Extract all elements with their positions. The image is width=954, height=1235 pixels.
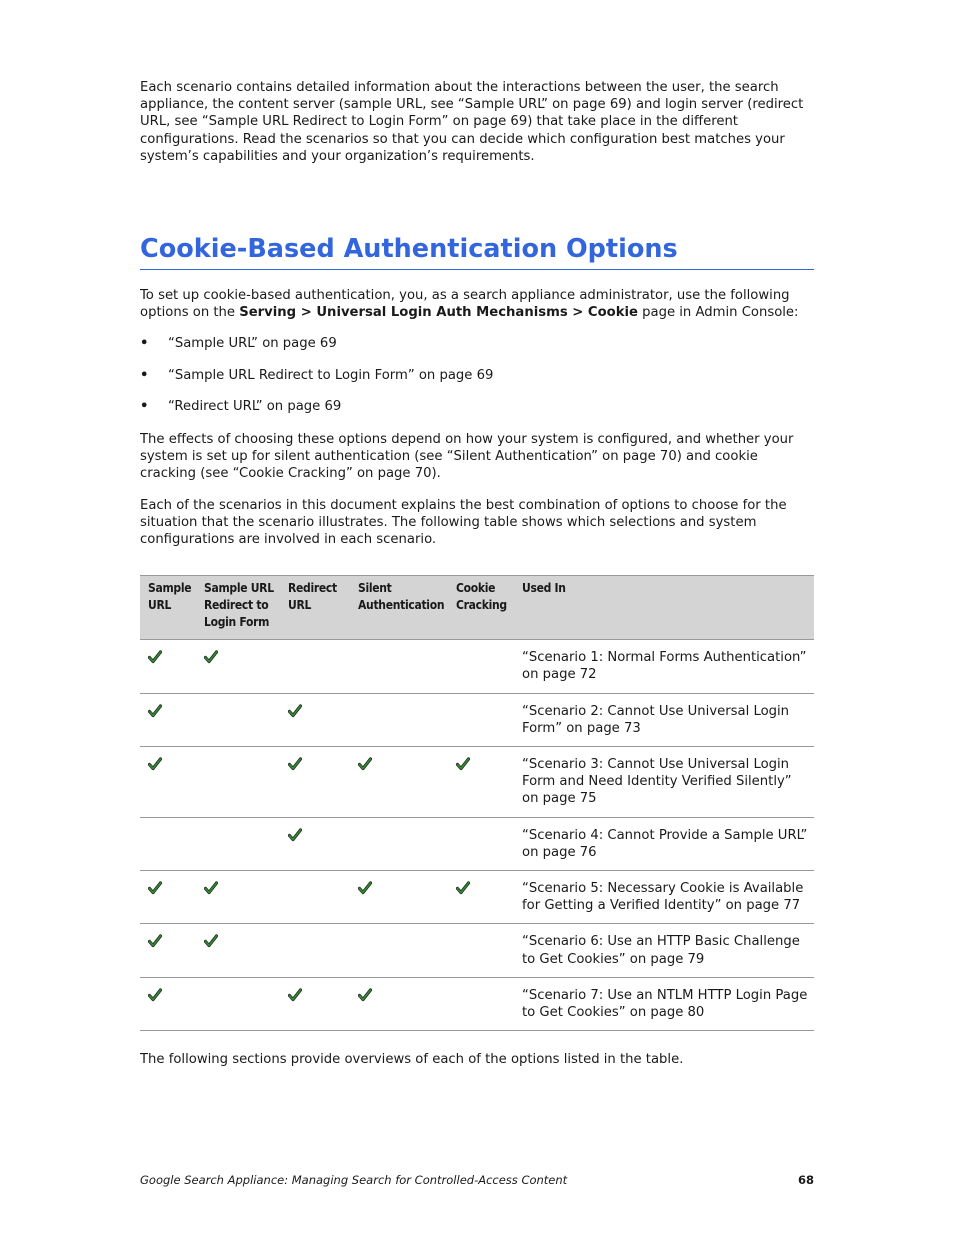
checkmark-icon <box>288 828 302 842</box>
setup-text-after: page in Admin Console: <box>637 305 799 321</box>
table-cell <box>350 924 448 977</box>
bullet: • <box>140 336 149 352</box>
checkmark-icon <box>288 988 302 1002</box>
header-used-in: Used In <box>518 576 814 640</box>
footer-title: Google Search Appliance: Managing Search for Controlled-Access Content <box>140 1173 568 1187</box>
checkmark-icon <box>358 988 372 1002</box>
intro-paragraph: Each scenario contains detailed information about the interactions between the user, the search appliance, the content server (sample URL, see “Sample URL” on page 69) and login server (redirect URL, see “Sample URL Redirect to Login Form” on page 69) that take place in the different configurations. Read the scenarios so that you can decide which configuration best matches your system’s capabilities and your organization’s requirements. <box>140 80 804 164</box>
table-cell <box>280 924 350 977</box>
list-item <box>140 335 814 352</box>
used-in-cell[interactable]: “Scenario 1: Normal Forms Authentication” on page 72 <box>518 640 814 693</box>
checkmark-icon <box>148 988 162 1002</box>
table-cell <box>196 640 280 693</box>
table-cell <box>350 747 448 818</box>
table-row <box>140 640 814 693</box>
list-item <box>140 367 814 384</box>
checkmark-icon <box>148 650 162 664</box>
table-cell <box>280 747 350 818</box>
options-table <box>140 575 814 1031</box>
checkmark-icon <box>148 881 162 895</box>
setup-paragraph <box>140 287 814 321</box>
table-cell <box>140 924 196 977</box>
table-cell <box>140 871 196 924</box>
following-paragraph: The following sections provide overviews of each of the options listed in the table. <box>140 1052 684 1068</box>
used-in-cell[interactable]: “Scenario 6: Use an HTTP Basic Challenge to Get Cookies” on page 79 <box>518 924 814 977</box>
checkmark-icon <box>148 757 162 771</box>
header-cookie-cracking: Cookie Cracking <box>448 576 518 640</box>
table-cell <box>350 817 448 870</box>
table-row <box>140 977 814 1030</box>
table-cell <box>448 640 518 693</box>
table-row <box>140 817 814 870</box>
checkmark-icon <box>358 881 372 895</box>
table-cell <box>196 871 280 924</box>
table-cell <box>350 693 448 746</box>
table-cell <box>280 977 350 1030</box>
table-cell <box>140 817 196 870</box>
table-row <box>140 871 814 924</box>
checkmark-icon <box>204 881 218 895</box>
list-item-text[interactable]: “Sample URL Redirect to Login Form” on page 69 <box>168 367 494 383</box>
list-item <box>140 398 814 415</box>
table-cell <box>448 924 518 977</box>
setup-menu-path: Serving > Universal Login Auth Mechanisms > Cookie <box>239 305 638 321</box>
used-in-cell[interactable]: “Scenario 3: Cannot Use Universal Login Form and Need Identity Verified Silently” on page 75 <box>518 747 814 818</box>
table-cell <box>140 640 196 693</box>
table-cell <box>196 977 280 1030</box>
table-body <box>140 640 814 1031</box>
checkmark-icon <box>148 934 162 948</box>
header-redirect-url: Redirect URL <box>280 576 350 640</box>
setup-text-before: To set up cookie-based authentication, you, as a search appliance administrator, use the following options on the <box>140 288 790 321</box>
table-cell <box>196 693 280 746</box>
header-silent-authentication: Silent Authentication <box>350 576 448 640</box>
table-cell <box>196 924 280 977</box>
section-heading: Cookie-Based Authentication Options <box>140 231 814 270</box>
table-cell <box>350 977 448 1030</box>
bullet: • <box>140 367 149 383</box>
checkmark-icon <box>148 704 162 718</box>
table-cell <box>350 871 448 924</box>
scenarios-paragraph: Each of the scenarios in this document explains the best combination of options to choose for the situation that the scenario illustrates. The following table shows which selections and system configurations are involved in each scenario. <box>140 497 787 548</box>
table-cell <box>140 977 196 1030</box>
page-content <box>140 79 814 1069</box>
checkmark-icon <box>456 881 470 895</box>
page-number: 68 <box>797 1173 814 1187</box>
table-cell <box>448 693 518 746</box>
checkmark-icon <box>204 650 218 664</box>
table-cell <box>448 977 518 1030</box>
table-cell <box>448 871 518 924</box>
used-in-cell[interactable]: “Scenario 5: Necessary Cookie is Available for Getting a Verified Identity” on page 77 <box>518 871 814 924</box>
table-cell <box>448 817 518 870</box>
table-cell <box>280 871 350 924</box>
table-cell <box>140 693 196 746</box>
effects-paragraph: The effects of choosing these options depend on how your system is configured, and whether your system is set up for silent authentication (see “Silent Authentication” on page 70) and cookie cracking (see “Cookie Cracking” on page 70). <box>140 432 794 482</box>
table-cell <box>280 817 350 870</box>
bullet: • <box>140 398 149 414</box>
options-list <box>140 335 814 415</box>
table-cell <box>196 747 280 818</box>
table-cell <box>350 640 448 693</box>
table-cell <box>196 817 280 870</box>
table-header-row <box>140 576 814 640</box>
table-cell <box>280 640 350 693</box>
table-row <box>140 747 814 818</box>
checkmark-icon <box>288 704 302 718</box>
header-sample-url: Sample URL <box>140 576 196 640</box>
table-row <box>140 693 814 746</box>
used-in-cell[interactable]: “Scenario 7: Use an NTLM HTTP Login Page to Get Cookies” on page 80 <box>518 977 814 1030</box>
table-cell <box>280 693 350 746</box>
checkmark-icon <box>358 757 372 771</box>
checkmark-icon <box>288 757 302 771</box>
used-in-cell[interactable]: “Scenario 2: Cannot Use Universal Login Form” on page 73 <box>518 693 814 746</box>
list-item-text[interactable]: “Redirect URL” on page 69 <box>168 398 342 414</box>
header-sample-url-redirect: Sample URL Redirect to Login Form <box>196 576 280 640</box>
table-row <box>140 924 814 977</box>
used-in-cell[interactable]: “Scenario 4: Cannot Provide a Sample URL” on page 76 <box>518 817 814 870</box>
table-cell <box>140 747 196 818</box>
list-item-text[interactable]: “Sample URL” on page 69 <box>168 336 337 352</box>
table-cell <box>448 747 518 818</box>
page-footer <box>140 1173 814 1187</box>
checkmark-icon <box>204 934 218 948</box>
checkmark-icon <box>456 757 470 771</box>
